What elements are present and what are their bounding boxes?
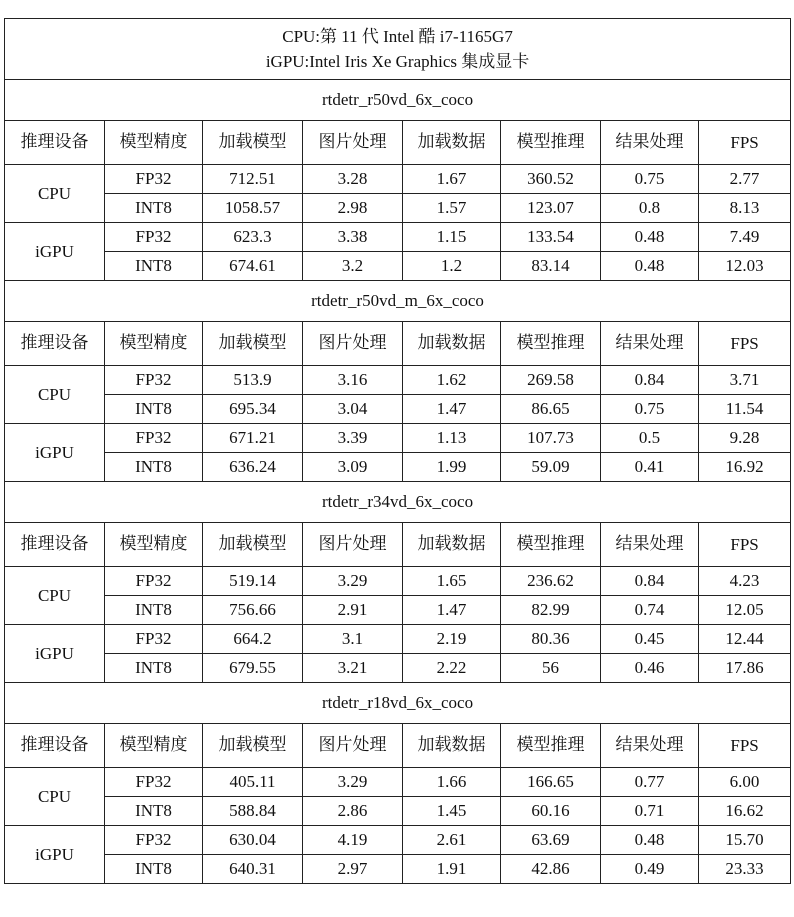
fps-cell: 12.05 [699, 596, 791, 625]
postprocess-cell: 0.46 [601, 654, 699, 683]
column-header-row [5, 121, 791, 165]
load-model-cell: 636.24 [203, 453, 303, 482]
column-header: 推理设备 [5, 322, 105, 366]
column-header-row [5, 724, 791, 768]
preprocess-cell: 3.1 [303, 625, 403, 654]
load-model-cell: 630.04 [203, 826, 303, 855]
load-data-cell: 1.47 [403, 596, 501, 625]
preprocess-cell: 3.39 [303, 424, 403, 453]
fps-cell: 9.28 [699, 424, 791, 453]
column-header-row [5, 523, 791, 567]
inference-cell: 107.73 [501, 424, 601, 453]
model-name-row [5, 482, 791, 523]
inference-cell: 59.09 [501, 453, 601, 482]
fps-cell: 8.13 [699, 194, 791, 223]
preprocess-cell: 2.91 [303, 596, 403, 625]
model-name-cell: rtdetr_r18vd_6x_coco [5, 683, 791, 724]
precision-cell: INT8 [105, 596, 203, 625]
fps-cell: 12.44 [699, 625, 791, 654]
column-header: FPS [699, 724, 791, 768]
table-row [5, 194, 791, 223]
load-model-cell: 405.11 [203, 768, 303, 797]
postprocess-cell: 0.71 [601, 797, 699, 826]
device-cell: CPU [5, 366, 105, 424]
column-header: FPS [699, 121, 791, 165]
model-name-cell: rtdetr_r50vd_m_6x_coco [5, 281, 791, 322]
precision-cell: INT8 [105, 252, 203, 281]
table-row [5, 366, 791, 395]
inference-cell: 166.65 [501, 768, 601, 797]
model-name-row [5, 281, 791, 322]
inference-cell: 86.65 [501, 395, 601, 424]
fps-cell: 4.23 [699, 567, 791, 596]
load-model-cell: 1058.57 [203, 194, 303, 223]
inference-cell: 82.99 [501, 596, 601, 625]
inference-cell: 56 [501, 654, 601, 683]
fps-cell: 3.71 [699, 366, 791, 395]
load-data-cell: 1.67 [403, 165, 501, 194]
preprocess-cell: 3.38 [303, 223, 403, 252]
fps-cell: 17.86 [699, 654, 791, 683]
load-data-cell: 1.99 [403, 453, 501, 482]
table-row [5, 424, 791, 453]
load-model-cell: 519.14 [203, 567, 303, 596]
table-row [5, 654, 791, 683]
postprocess-cell: 0.49 [601, 855, 699, 884]
inference-cell: 236.62 [501, 567, 601, 596]
table-row [5, 395, 791, 424]
preprocess-cell: 3.2 [303, 252, 403, 281]
column-header: FPS [699, 322, 791, 366]
benchmark-table [4, 18, 791, 884]
load-data-cell: 1.15 [403, 223, 501, 252]
column-header: 加载模型 [203, 523, 303, 567]
table-row [5, 596, 791, 625]
precision-cell: FP32 [105, 165, 203, 194]
preprocess-cell: 3.28 [303, 165, 403, 194]
load-model-cell: 671.21 [203, 424, 303, 453]
column-header: 结果处理 [601, 523, 699, 567]
table-row [5, 252, 791, 281]
load-data-cell: 1.66 [403, 768, 501, 797]
load-data-cell: 1.13 [403, 424, 501, 453]
column-header: 加载模型 [203, 724, 303, 768]
load-model-cell: 712.51 [203, 165, 303, 194]
column-header: 图片处理 [303, 523, 403, 567]
column-header: 推理设备 [5, 523, 105, 567]
precision-cell: INT8 [105, 453, 203, 482]
load-data-cell: 1.45 [403, 797, 501, 826]
title-cell [5, 19, 791, 80]
precision-cell: FP32 [105, 625, 203, 654]
inference-cell: 360.52 [501, 165, 601, 194]
preprocess-cell: 3.16 [303, 366, 403, 395]
column-header: 图片处理 [303, 724, 403, 768]
benchmark-document [4, 18, 791, 884]
column-header: 结果处理 [601, 322, 699, 366]
postprocess-cell: 0.84 [601, 366, 699, 395]
preprocess-cell: 3.29 [303, 567, 403, 596]
precision-cell: FP32 [105, 826, 203, 855]
preprocess-cell: 4.19 [303, 826, 403, 855]
cpu-spec-line: CPU:第 11 代 Intel 酷 i7-1165G7 [282, 27, 513, 46]
table-row [5, 567, 791, 596]
preprocess-cell: 2.98 [303, 194, 403, 223]
column-header: 模型推理 [501, 322, 601, 366]
load-model-cell: 674.61 [203, 252, 303, 281]
column-header: FPS [699, 523, 791, 567]
device-cell: iGPU [5, 223, 105, 281]
precision-cell: INT8 [105, 797, 203, 826]
column-header: 图片处理 [303, 121, 403, 165]
preprocess-cell: 2.97 [303, 855, 403, 884]
precision-cell: INT8 [105, 654, 203, 683]
fps-cell: 12.03 [699, 252, 791, 281]
column-header: 模型精度 [105, 322, 203, 366]
load-model-cell: 513.9 [203, 366, 303, 395]
inference-cell: 60.16 [501, 797, 601, 826]
column-header: 加载模型 [203, 322, 303, 366]
postprocess-cell: 0.84 [601, 567, 699, 596]
device-cell: iGPU [5, 424, 105, 482]
table-row [5, 855, 791, 884]
device-cell: iGPU [5, 625, 105, 683]
load-data-cell: 1.65 [403, 567, 501, 596]
preprocess-cell: 2.86 [303, 797, 403, 826]
inference-cell: 83.14 [501, 252, 601, 281]
table-row [5, 625, 791, 654]
inference-cell: 123.07 [501, 194, 601, 223]
postprocess-cell: 0.48 [601, 223, 699, 252]
postprocess-cell: 0.41 [601, 453, 699, 482]
postprocess-cell: 0.5 [601, 424, 699, 453]
load-data-cell: 2.61 [403, 826, 501, 855]
table-row [5, 453, 791, 482]
column-header-row [5, 322, 791, 366]
fps-cell: 16.62 [699, 797, 791, 826]
table-row [5, 768, 791, 797]
postprocess-cell: 0.8 [601, 194, 699, 223]
preprocess-cell: 3.21 [303, 654, 403, 683]
postprocess-cell: 0.74 [601, 596, 699, 625]
precision-cell: INT8 [105, 395, 203, 424]
load-data-cell: 2.22 [403, 654, 501, 683]
load-model-cell: 640.31 [203, 855, 303, 884]
column-header: 加载数据 [403, 724, 501, 768]
load-data-cell: 1.57 [403, 194, 501, 223]
load-data-cell: 1.47 [403, 395, 501, 424]
model-name-cell: rtdetr_r34vd_6x_coco [5, 482, 791, 523]
load-model-cell: 664.2 [203, 625, 303, 654]
column-header: 模型精度 [105, 724, 203, 768]
fps-cell: 15.70 [699, 826, 791, 855]
load-model-cell: 679.55 [203, 654, 303, 683]
table-row [5, 797, 791, 826]
title-row [5, 19, 791, 80]
column-header: 加载模型 [203, 121, 303, 165]
preprocess-cell: 3.09 [303, 453, 403, 482]
column-header: 加载数据 [403, 121, 501, 165]
precision-cell: INT8 [105, 855, 203, 884]
device-cell: CPU [5, 165, 105, 223]
fps-cell: 11.54 [699, 395, 791, 424]
column-header: 加载数据 [403, 523, 501, 567]
device-cell: CPU [5, 567, 105, 625]
column-header: 模型精度 [105, 523, 203, 567]
inference-cell: 42.86 [501, 855, 601, 884]
column-header: 模型推理 [501, 724, 601, 768]
device-cell: CPU [5, 768, 105, 826]
precision-cell: FP32 [105, 223, 203, 252]
precision-cell: FP32 [105, 366, 203, 395]
model-name-row [5, 683, 791, 724]
fps-cell: 7.49 [699, 223, 791, 252]
fps-cell: 16.92 [699, 453, 791, 482]
preprocess-cell: 3.04 [303, 395, 403, 424]
load-model-cell: 695.34 [203, 395, 303, 424]
postprocess-cell: 0.75 [601, 165, 699, 194]
column-header: 推理设备 [5, 121, 105, 165]
postprocess-cell: 0.48 [601, 252, 699, 281]
column-header: 模型精度 [105, 121, 203, 165]
postprocess-cell: 0.45 [601, 625, 699, 654]
fps-cell: 23.33 [699, 855, 791, 884]
inference-cell: 80.36 [501, 625, 601, 654]
load-model-cell: 756.66 [203, 596, 303, 625]
precision-cell: FP32 [105, 768, 203, 797]
column-header: 结果处理 [601, 724, 699, 768]
table-body [5, 19, 791, 884]
fps-cell: 2.77 [699, 165, 791, 194]
precision-cell: FP32 [105, 424, 203, 453]
inference-cell: 269.58 [501, 366, 601, 395]
table-row [5, 826, 791, 855]
model-name-cell: rtdetr_r50vd_6x_coco [5, 80, 791, 121]
postprocess-cell: 0.77 [601, 768, 699, 797]
fps-cell: 6.00 [699, 768, 791, 797]
precision-cell: FP32 [105, 567, 203, 596]
load-data-cell: 1.62 [403, 366, 501, 395]
column-header: 结果处理 [601, 121, 699, 165]
igpu-spec-line: iGPU:Intel Iris Xe Graphics 集成显卡 [265, 52, 530, 71]
device-cell: iGPU [5, 826, 105, 884]
column-header: 模型推理 [501, 523, 601, 567]
postprocess-cell: 0.48 [601, 826, 699, 855]
table-row [5, 165, 791, 194]
column-header: 图片处理 [303, 322, 403, 366]
precision-cell: INT8 [105, 194, 203, 223]
column-header: 模型推理 [501, 121, 601, 165]
table-row [5, 223, 791, 252]
load-model-cell: 588.84 [203, 797, 303, 826]
column-header: 加载数据 [403, 322, 501, 366]
inference-cell: 63.69 [501, 826, 601, 855]
load-data-cell: 1.2 [403, 252, 501, 281]
inference-cell: 133.54 [501, 223, 601, 252]
load-model-cell: 623.3 [203, 223, 303, 252]
load-data-cell: 1.91 [403, 855, 501, 884]
load-data-cell: 2.19 [403, 625, 501, 654]
preprocess-cell: 3.29 [303, 768, 403, 797]
column-header: 推理设备 [5, 724, 105, 768]
model-name-row [5, 80, 791, 121]
postprocess-cell: 0.75 [601, 395, 699, 424]
